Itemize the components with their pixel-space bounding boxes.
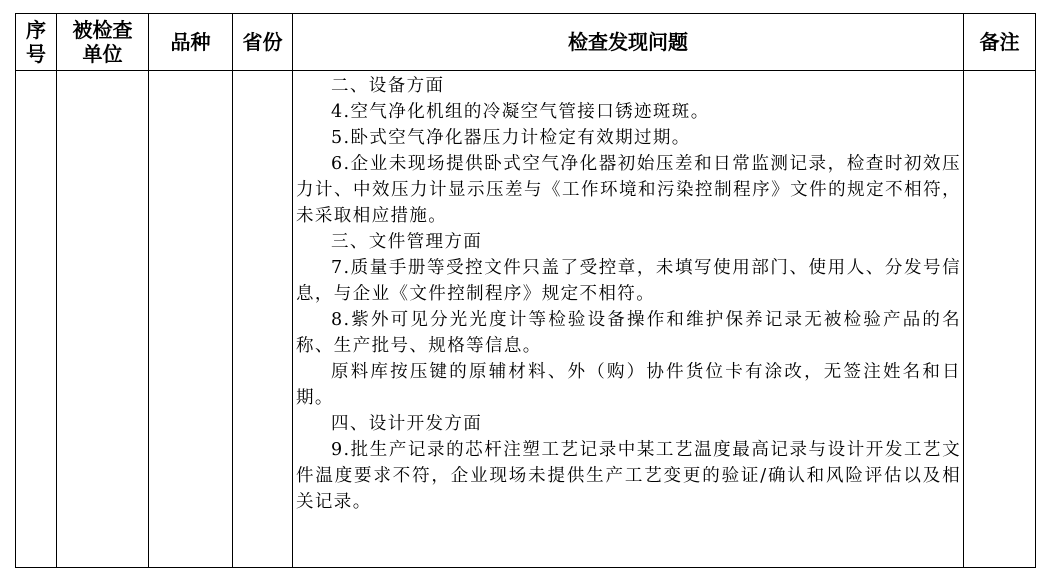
header-variety: 品种 <box>149 14 233 71</box>
header-unit <box>57 14 149 71</box>
cell-remarks <box>964 71 1036 568</box>
cell-unit <box>57 71 149 568</box>
table-header-row <box>16 14 1036 71</box>
issue-item-7: 7.质量手册等受控文件只盖了受控章，未填写使用部门、使用人、分发号信息，与企业《文件控制程序》规定不相符。 <box>296 258 961 304</box>
header-issues: 检查发现问题 <box>293 14 964 71</box>
issue-item-8-note: 原料库按压键的原辅材料、外（购）协件货位卡有涂改，无签注姓名和日期。 <box>296 362 961 408</box>
issue-item-4: 4.空气净化机组的冷凝空气管接口锈迹斑斑。 <box>331 102 710 122</box>
issue-section-documents: 三、文件管理方面 <box>331 232 483 252</box>
issue-item-9: 9.批生产记录的芯杆注塑工艺记录中某工艺温度最高记录与设计开发工艺文件温度要求不符，企业现场未提供生产工艺变更的验证/确认和风险评估以及相关记录。 <box>296 440 961 512</box>
header-province: 省份 <box>233 14 293 71</box>
header-unit-line2: 单位 <box>82 42 123 66</box>
cell-issues <box>293 71 964 568</box>
inspection-table <box>15 13 1036 568</box>
table-row <box>16 71 1036 568</box>
header-remarks: 备注 <box>964 14 1036 71</box>
issue-item-5: 5.卧式空气净化器压力计检定有效期过期。 <box>331 128 691 148</box>
issue-item-8: 8.紫外可见分光光度计等检验设备操作和维护保养记录无被检验产品的名称、生产批号、规格等信息。 <box>296 310 961 356</box>
header-unit-line1: 被检查 <box>72 18 133 42</box>
issue-item-6: 6.企业未现场提供卧式空气净化器初始压差和日常监测记录，检查时初效压力计、中效压力计显示压差与《工作环境和污染控制程序》文件的规定不相符，未采取相应措施。 <box>296 154 961 226</box>
cell-province <box>233 71 293 568</box>
header-seq-line1: 序 <box>26 18 46 42</box>
cell-seq <box>16 71 57 568</box>
header-seq <box>16 14 57 71</box>
issue-section-equipment: 二、设备方面 <box>331 76 445 96</box>
header-seq-line2: 号 <box>26 42 46 66</box>
issue-section-design: 四、设计开发方面 <box>331 414 483 434</box>
cell-variety <box>149 71 233 568</box>
